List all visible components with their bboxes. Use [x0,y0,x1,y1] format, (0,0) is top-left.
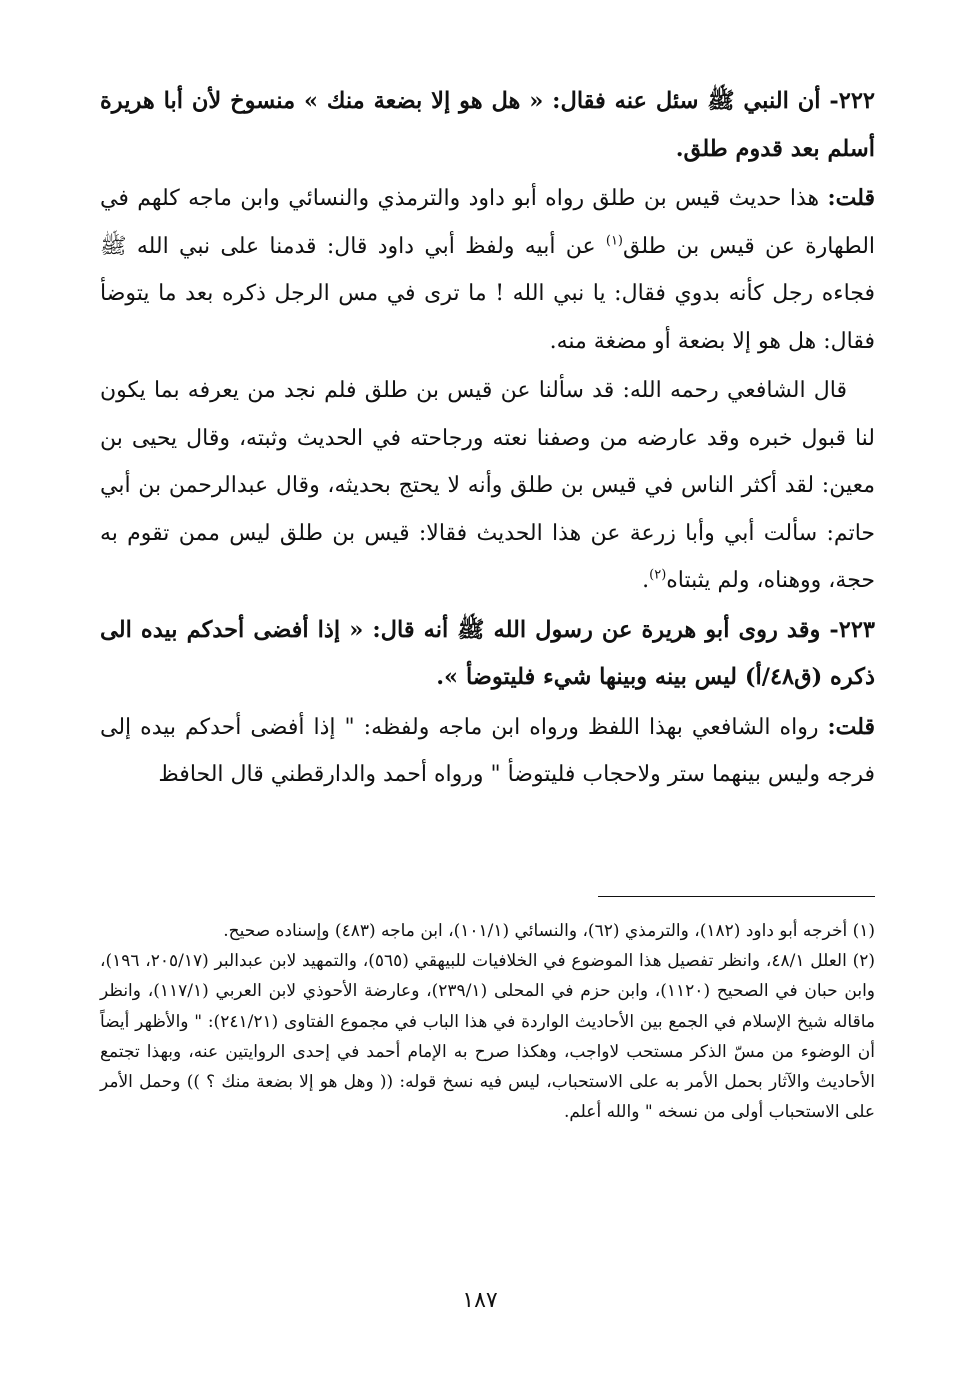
entry-223-text: وقد روى أبو هريرة عن رسول الله ﷺ أنه قال: « إذا أفضى أحدكم بيده الى ذكره (ق٤٨/أ) ليس بينه وبينها شيء فليتوضأ ». [100,616,875,690]
footnote-ref-1: (١) [605,233,623,249]
qultu-label: قلت: [827,185,875,211]
entry-223-number: ٢٢٣- [829,616,875,643]
main-text [100,78,875,799]
footnote-divider [598,896,875,897]
entry-222-number: ٢٢٢- [829,88,875,114]
commentary-1-text-a: هذا حديث قيس بن طلق رواه أبو داود والترمذي والنسائي وابن ماجه كلهم في الطهارة عن قيس بن طلق [100,186,876,259]
commentary-paragraph-1 [100,175,875,365]
footnote-ref-2: (٢) [649,567,667,583]
commentary-2-end: . [642,568,650,593]
entry-223 [100,607,875,702]
page-number: ١٨٧ [462,1288,498,1313]
commentary-paragraph-2 [100,367,875,605]
commentary-1-text-b: عن أبيه ولفظ أبي داود قال: قدمنا على نبي الله ﷺ فجاءه رجل كأنه بدوي فقال: يا نبي الله ! ما ترى في مس الرجل ذكره بعد ما يتوضأ فقال: هل هو إلا بضعة أو مضغة منه. [100,233,875,354]
qultu-label-2: قلت: [827,713,876,740]
commentary-paragraph-3 [100,704,875,799]
entry-222 [100,78,875,173]
entry-222-text: أن النبي ﷺ سئل عنه فقال: « هل هو إلا بضعة منك » منسوخ لأن أبا هريرة أسلم بعد قدوم طلق. [100,88,875,162]
commentary-2-text: قال الشافعي رحمه الله: قد سألنا عن قيس بن طلق فلم نجد من يعرفه بما يكون لنا قبول خبره وقد عارضه من وصفنا نعته ورجاحته في الحديث وثبته، وقال يحيى بن معين: لقد أكثر الناس في قيس بن طلق وأنه لا يحتج بحديثه، وقال عبدالرحمن بن أبي حاتم: سألت أبي وأبا زرعة عن هذا الحديث فقالا: قيس بن طلق ليس ممن تقوم به حجة، ووهناه، ولم يثبتاه [100,378,875,593]
footnote-2-rest: (٢٠٥/١٧، ١٩٦)، وابن حبان في الصحيح (١١٢٠)، وابن حزم في المحلى (٢٣٩/١)، وعارضة الأحوذي لابن العربي (١١٧/١)، وانظر ماقاله شيخ الإسلام في الجمع بين الأحاديث الواردة في هذا الباب في مجموع الفتاوى (٢٤١/٢١): " والأظهر أيضاً أن الوضوء من مسّ الذكر مستحب لاواجب، وهكذا صرح به الإمام أحمد في إحدى الروايتين عنه، وبهذا تجتمع الأحاديث والآثار بحمل الأمر به على الاستحباب، ليس فيه نسخ قوله: (( وهل هو إلا بضعة منك ؟ )) وحمل الأمر على الاستحباب أولى من نسخه " والله أعلم. [100,951,876,1123]
footnotes [100,916,875,1127]
footnote-1: (١) أخرجه أبو داود (١٨٢)، والترمذي (٦٢)، والنسائي (١٠١/١)، ابن ماجه (٤٨٣) وإسناده صحيح. [223,921,875,941]
footnote-2 [100,946,875,1127]
commentary-3-text: رواه الشافعي بهذا اللفظ ورواه ابن ماجه ولفظه: " إذا أفضى أحدكم بيده إلى فرجه وليس بينهما ستر ولاحجاب فليتوضأ " ورواه أحمد والدارقطني قال الحافظ [100,714,875,787]
footnote-2-first-line: (٢) العلل ٤٨/١، وانظر تفصيل هذا الموضوع في الخلافيات للبيهقي (٥٦٥)، والتمهيد لابن عبدالبر [214,951,875,972]
